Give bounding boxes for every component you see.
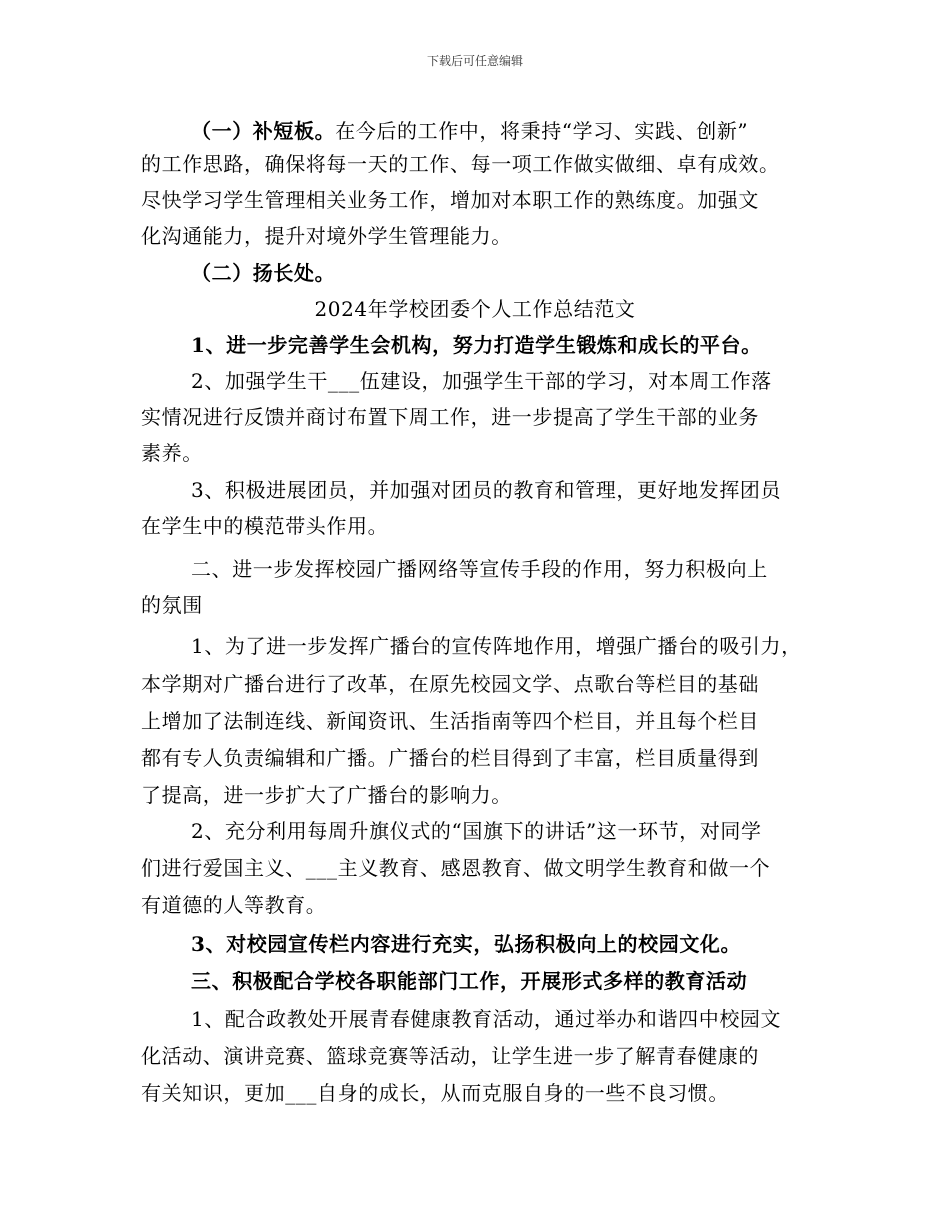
section-heading: 1、进一步完善学生会机构，努力打造学生锻炼和成长的平台。 [191, 333, 762, 357]
paragraph-line: 2、加强学生干___伍建设，加强学生干部的学习，对本周工作落 [191, 369, 772, 393]
paragraph-line: 了提高，进一步扩大了广播台的影响力。 [141, 783, 512, 807]
paragraph-line: 1、配合政教处开展青春健康教育活动，通过举办和谐四中校园文 [191, 1007, 782, 1031]
paragraph-line: 2、充分利用每周升旗仪式的“国旗下的讲话”这一环节，对同学 [191, 819, 762, 843]
paragraph-line: 的工作思路，确保将每一天的工作、每一项工作做实做细、卓有成效。 [141, 152, 780, 176]
document-title: 2024年学校团委个人工作总结范文 [314, 297, 636, 321]
section-heading: 三、积极配合学校各职能部门工作，开展形式多样的教育活动 [191, 969, 748, 993]
paragraph-line: 们进行爱国主义、___主义教育、感恩教育、做文明学生教育和做一个 [141, 856, 771, 880]
paragraph-line: 尽快学习学生管理相关业务工作，增加对本职工作的熟练度。加强文 [141, 188, 759, 212]
paragraph-line [191, 117, 748, 145]
section-heading: （二）扬长处。 [191, 261, 336, 285]
paragraph-line: 本学期对广播台进行了改革，在原先校园文学、点歌台等栏目的基础 [141, 672, 759, 696]
paragraph-line: 在学生中的模范带头作用。 [141, 514, 389, 538]
paragraph-line: 有道德的人等教育。 [141, 893, 327, 917]
section-heading: 3、对校园宣传栏内容进行充实，弘扬积极向上的校园文化。 [191, 932, 742, 956]
paragraph-line: 实情况进行反馈并商讨布置下周工作，进一步提高了学生干部的业务 [141, 405, 759, 429]
paragraph-line: 二、进一步发挥校园广播网络等宣传手段的作用，努力积极向上 [191, 557, 768, 581]
page-header: 下载后可任意编辑 [426, 54, 523, 68]
paragraph-line: 有关知识，更加___自身的成长，从而克服自身的一些不良习惯。 [141, 1081, 729, 1105]
paragraph-line: 3、积极进展团员，并加强对团员的教育和管理，更好地发挥团员 [191, 478, 782, 502]
section-heading-inline: （一）补短板。 [191, 119, 336, 143]
paragraph-line: 都有专人负责编辑和广播。广播台的栏目得到了丰富，栏目质量得到 [141, 746, 759, 770]
paragraph-line: 上增加了法制连线、新闻资讯、生活指南等四个栏目，并且每个栏目 [141, 709, 759, 733]
paragraph-line: 化沟通能力，提升对境外学生管理能力。 [141, 224, 512, 248]
paragraph-line: 素养。 [141, 441, 203, 465]
paragraph-line: 化活动、演讲竞赛、篮球竞赛等活动，让学生进一步了解青春健康的 [141, 1044, 759, 1068]
paragraph-text: 在今后的工作中，将秉持“学习、实践、创新” [335, 119, 749, 143]
paragraph-line: 1、为了进一步发挥广播台的宣传阵地作用，增强广播台的吸引力， [191, 634, 802, 658]
paragraph-line: 的氛围 [141, 593, 203, 617]
